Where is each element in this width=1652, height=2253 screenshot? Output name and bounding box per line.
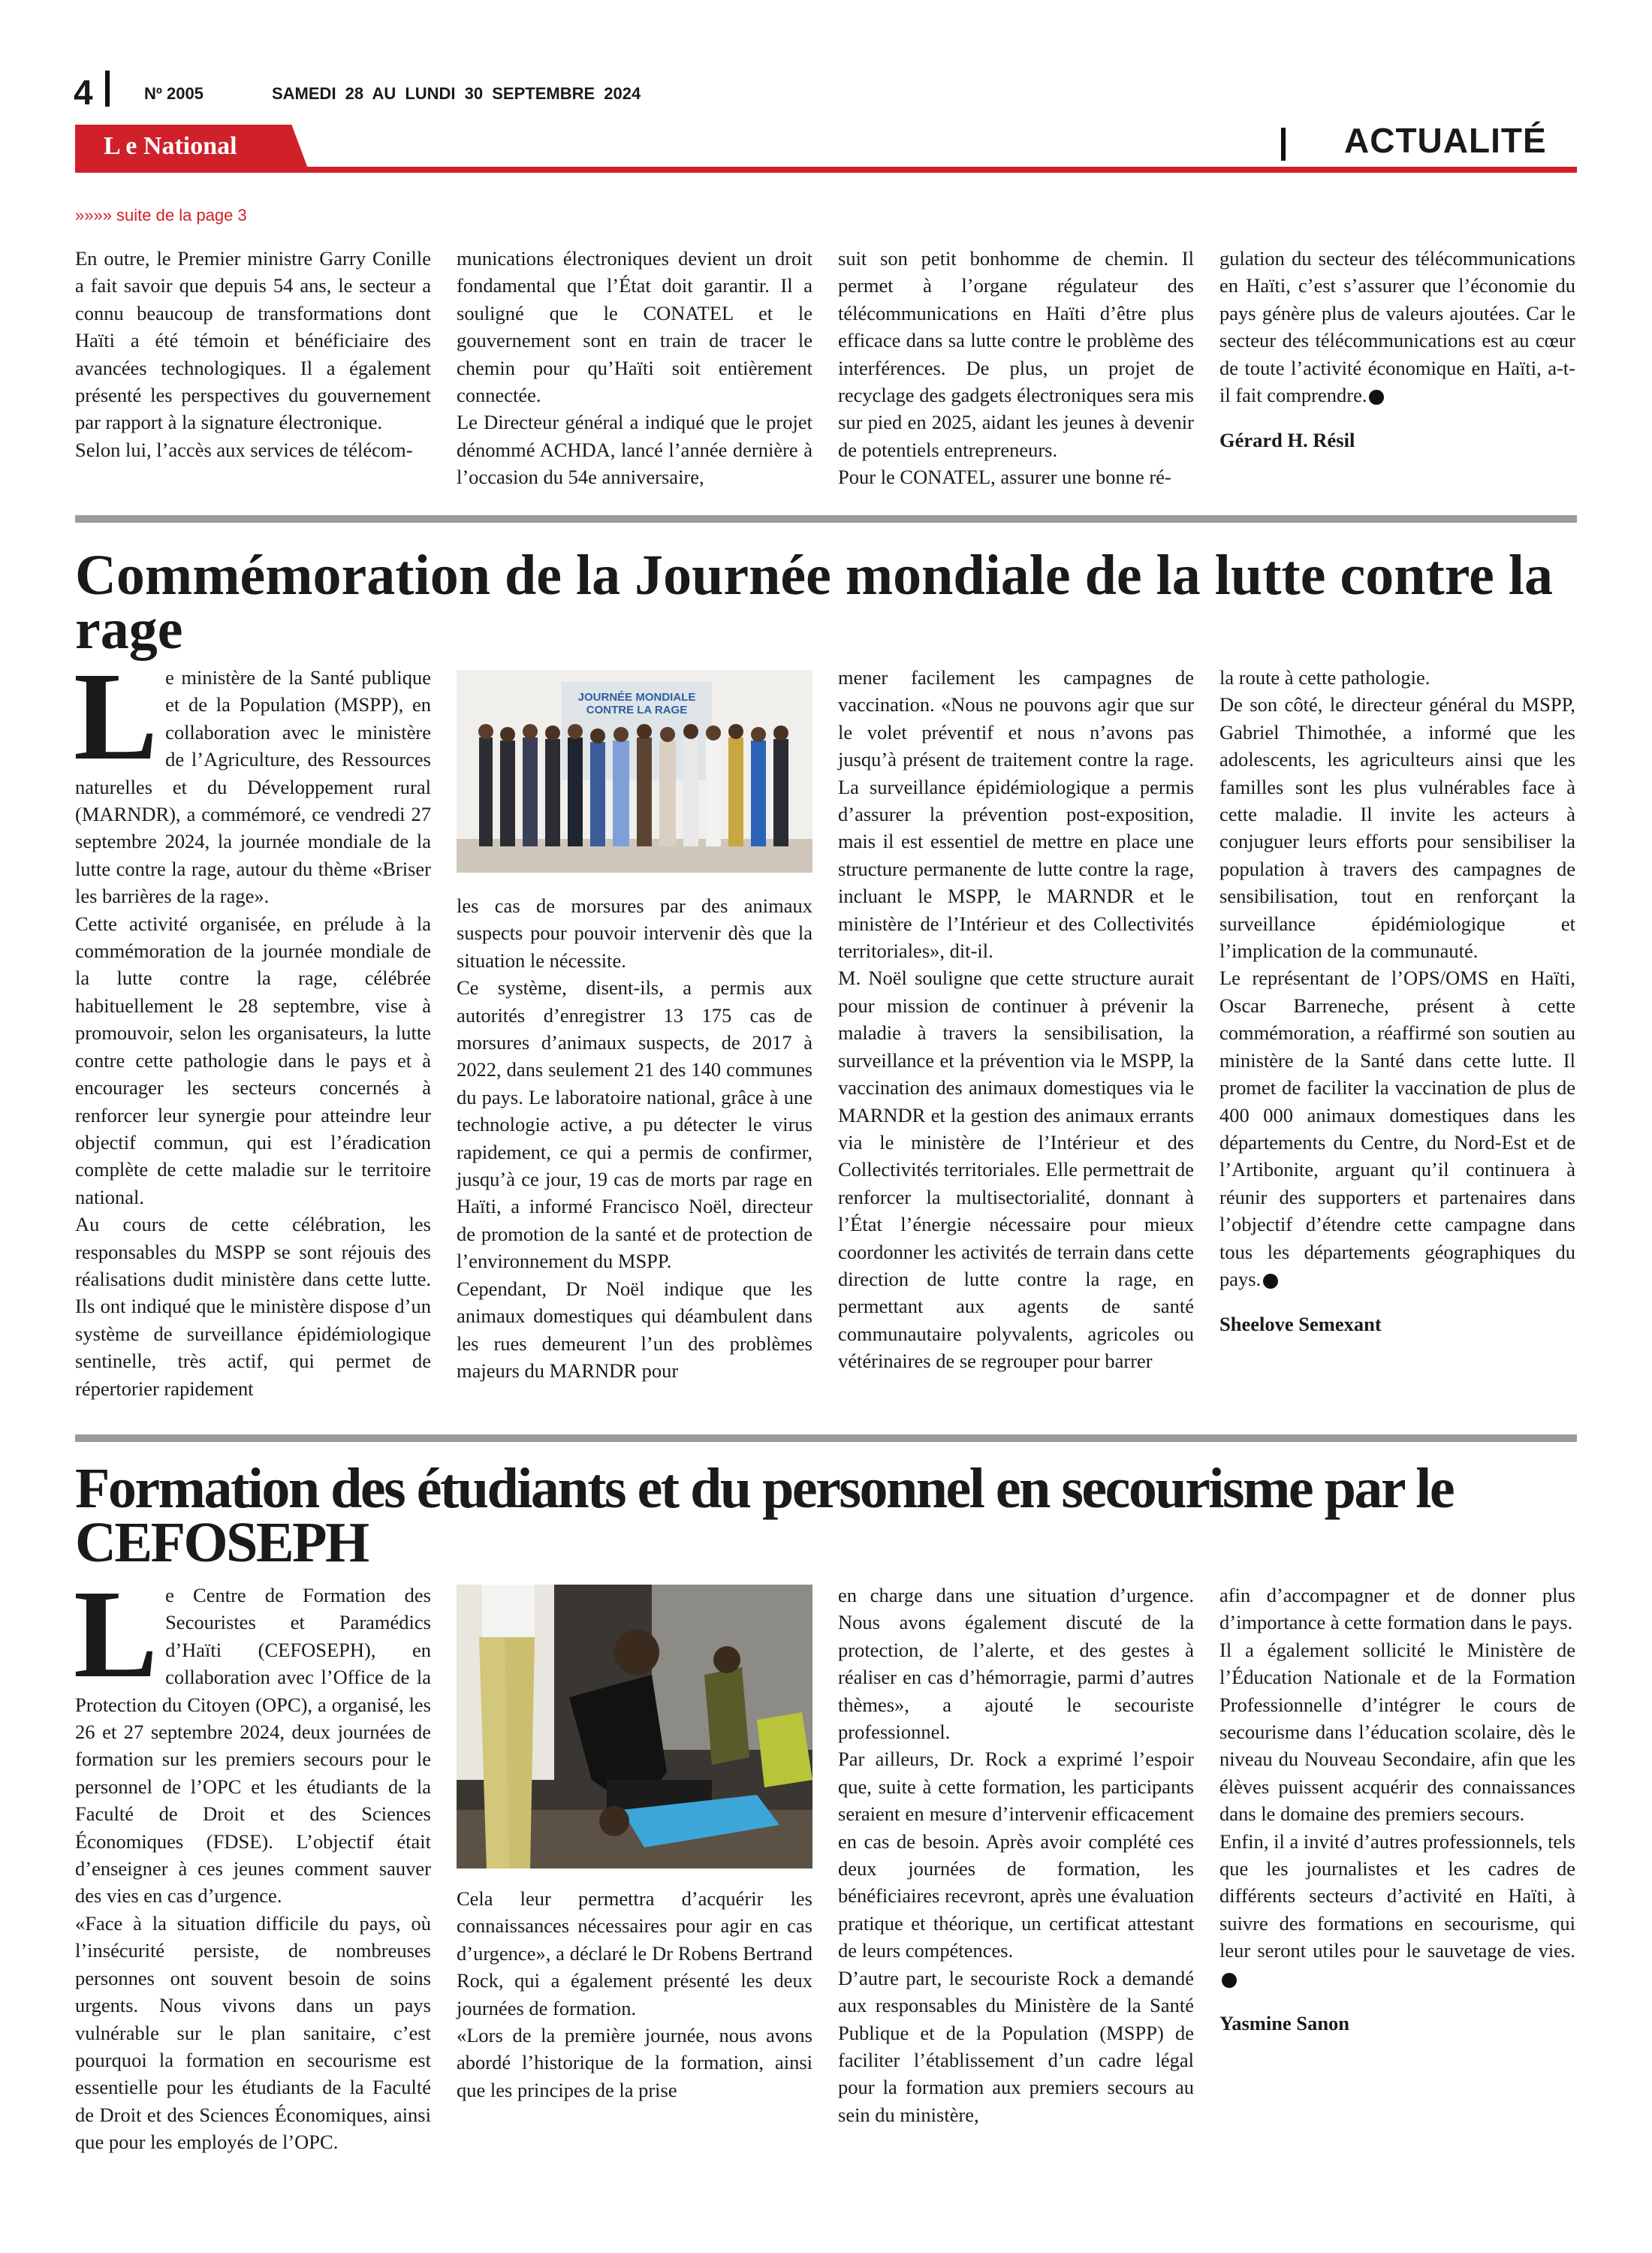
author-byline: Yasmine Sanon: [1219, 2012, 1350, 2035]
section-divider: [1281, 128, 1286, 161]
paragraph: D’autre part, le secouriste Rock a demandé aux responsables du Ministère de la Santé Publique et de la Population (MSPP) de faciliter l’établissement d’un cadre légal pour la formation aux premiers secours au sein du ministère,: [838, 1966, 1194, 2126]
paragraph: Enfin, il a invité d’autres professionnels, tels que les journalistes et les cadres de différents secteurs d’activité en Haïti, à suivre des formations en secourisme, qui leur seront utiles pour le sauvetage de vies.: [1219, 1828, 1575, 1992]
paragraph: De son côté, le directeur général du MSPP, Gabriel Thimothée, a informé que les adolescents, les agriculteurs ainsi que les familles sont les plus vulnérables face à cette maladie. Il invite les acteurs à conjuguer leurs efforts pour sensibiliser la population à travers des campagnes de sensibilisation, tout en renforçant la surveillance épidémiologique et l’implication de la communauté.: [1219, 693, 1575, 963]
photo-banner-text: JOURNÉE MONDIALE CONTRE LA RAGE: [577, 691, 696, 716]
author-byline: Sheelove Semexant: [1219, 1313, 1382, 1336]
article2-column-3: [838, 664, 1194, 1375]
issue-date: SAMEDI 28 AU LUNDI 30 SEPTEMBRE 2024: [272, 84, 641, 103]
paragraph: «Face à la situation difficile du pays, où l’insécurité persiste, de nombreuses personnes ont souvent besoin de soins urgents. Nous vivons dans un pays vulnérable sur le plan sanitaire, c’est pourquoi la formation en secourisme est essentielle pour les étudiants de la Faculté de Droit et des Sciences Économiques, ainsi que pour les employés de l’OPC.: [75, 1911, 431, 2154]
article2-column-1: [74, 647, 431, 1402]
paragraph: M. Noël souligne que cette structure aurait pour mission de continuer à prévenir la maladie à travers la sensibilisation, la surveillance et la prévention via le MSPP, la vaccination des animaux domestiques via le MARNDR et la gestion des animaux errants via le ministère de l’Intérieur et des Collectivités territoriales. Elle permettrait de renforcer la multisectorialité, donnant à l’État l’énergie nécessaire pour mieux coordonner les activités de terrain dans cette direction de lutte contre la rage, en permettant aux agents de santé communautaire polyvalents, agricoles ou vétérinaires de se regrouper pour barrer: [838, 967, 1194, 1373]
paragraph: Il a également sollicité le Ministère de l’Éducation Nationale et de la Formation Professionnelle d’intégrer le cours de secourisme dans l’éducation scolaire, dès le niveau du Nouveau Secondaire, afin que les élèves puissent acquérir des connaissances dans le domaine des premiers secours.: [1219, 1638, 1575, 1826]
paragraph: suit son petit bonhomme de chemin. Il permet à l’organe régulateur des télécommunications en Haïti d’être plus efficace dans sa lutte contre le problème des interférences. De plus, un projet de recyclage des gadgets électroniques sera mis sur pied en 2025, aidant les jeunes à devenir de potentiels entrepreneurs.: [838, 247, 1194, 461]
paragraph: gulation du secteur des télécommunications en Haïti, c’est s’assurer que l’économie du pays génère plus de valeurs ajoutées. Car le secteur des télécommunications est au cœur de toute l’activité économique en Haïti, a-t-il fait comprendre.: [1219, 247, 1575, 407]
paragraph: «Lors de la première journée, nous avons abordé l’historique de la formation, ainsi que les principes de la prise: [457, 2024, 812, 2101]
paragraph: Le ministère de la Santé publique et de la Population (MSPP), en collaboration avec le ministère de l’Agriculture, des Ressources naturelles et du Développement rural (MARNDR), a commémoré, ce vendredi 27 septembre 2024, la journée mondiale de la lutte contre la rage, autour du thème «Briser les barrières de la rage».: [74, 647, 431, 908]
brand-name: L e National: [104, 132, 237, 160]
paragraph: Au cours de cette célébration, les responsables du MSPP se sont réjouis des réalisations dudit ministère dans cette lutte. Ils ont indiqué que le ministère dispose d’un système de surveillance épidémiologique sentinelle, très actif, qui permet de répertorier rapidement: [75, 1213, 431, 1400]
paragraph: Cette activité organisée, en prélude à la commémoration de la journée mondiale de la lutte contre la rage, célébrée habituellement le 28 septembre, vise à promouvoir, selon les organisateurs, la lutte contre cette pathologie dans le pays et à encourager les secteurs concernés à renforcer leur synergie pour atteindre leur objectif commun, qui est l’éradication complète de cette maladie sur le territoire national.: [75, 912, 431, 1208]
article-separator: [75, 1434, 1577, 1442]
paragraph: Ce système, disent-ils, a permis aux autorités d’enregistrer 13 175 cas de morsures d’animaux suspects, de 2017 à 2022, dans seulement 21 des 140 communes du pays. Le laboratoire national, grâce à une technologie active, a pu détecter le virus rapidement, ce qui a permis de confirmer, jusqu’à ce jour, 19 cas de morts par rage en Haïti, a informé Francisco Noël, directeur de promotion de la santé et de protection de l’environnement du MSPP.: [457, 976, 812, 1273]
article3-column-1: [74, 1564, 431, 2156]
article2-column-4: [1219, 664, 1575, 1338]
paragraph: Le représentant de l’OPS/OMS en Haïti, Oscar Barreneche, présent à cette commémoration, a réaffirmé son soutien au ministère de la Santé dans cette lutte. Il promet de faciliter la vaccination de plus de 400 000 animaux domestiques dans les départements du Centre, du Nord-Est et de l’Artibonite, arguant qu’il continuera à réunir des supporters et partenaires dans l’objectif d’étendre cette campagne dans tous les départements géographiques du pays.: [1219, 967, 1575, 1290]
article3-photo: [457, 1585, 812, 1868]
paragraph: Le Centre de Formation des Secouristes et Paramédics d’Haïti (CEFOSEPH), en collaboration avec l’Office de la Protection du Citoyen (OPC), a organisé, les 26 et 27 septembre 2024, deux journées de formation sur les premiers secours pour le personnel de l’OPC et les étudiants de la Faculté de Droit et des Sciences Économiques (FDSE). L’objectif était d’enseigner à ces jeunes comment sauver des vies en cas d’urgence.: [74, 1564, 431, 1908]
article1-column-4: [1219, 245, 1575, 454]
paragraph: Cela leur permettra d’acquérir les connaissances nécessaires pour agir en cas d’urgence», a déclaré le Dr Robens Bertrand Rock, qui a également présenté les deux journées de formation.: [457, 1887, 812, 2019]
end-mark-icon: [1369, 390, 1384, 405]
paragraph: la route à cette pathologie.: [1219, 666, 1430, 689]
paragraph: Selon lui, l’accès aux services de télécom-: [75, 438, 413, 461]
article-separator: [75, 515, 1577, 523]
article3-headline: Formation des étudiants et du personnel en secourisme par le CEFOSEPH: [75, 1457, 1454, 1574]
first-aid-training-illustration: [457, 1585, 812, 1868]
page-number: 4: [74, 73, 94, 112]
drop-cap: L: [74, 647, 158, 786]
paragraph: munications électroniques devient un droit fondamental que l’État doit garantir. Il a souligné que le CONATEL et le gouvernement sont en train de tracer le chemin pour qu’Haïti soit entièrement connectée.: [457, 247, 812, 407]
header-red-rule: [75, 167, 1577, 173]
paragraph: afin d’accompagner et de donner plus d’importance à cette formation dans le pays.: [1219, 1584, 1575, 1634]
article2-photo: [457, 670, 812, 873]
article3-column-2: [457, 1885, 812, 2104]
paragraph: Par ailleurs, Dr. Rock a exprimé l’espoir que, suite à cette formation, les participants seraient en mesure d’intervenir efficacement en cas de besoin. Après avoir complété ces deux journées de formation, les bénéficiaires recevront, après une évaluation pratique et théorique, un certificat attestant de leurs compétences.: [838, 1748, 1194, 1962]
paragraph: Le Directeur général a indiqué que le projet dénommé ACHDA, lancé l’année dernière à l’occasion du 54e anniversaire,: [457, 411, 812, 489]
header-divider: [105, 71, 110, 107]
article3-column-4: [1219, 1582, 1575, 2037]
article1-column-2: [457, 245, 812, 491]
article2-headline: Commémoration de la Journée mondiale de la lutte contre la rage: [75, 544, 1553, 661]
paragraph: Pour le CONATEL, assurer une bonne ré-: [838, 466, 1171, 489]
drop-cap: L: [74, 1564, 158, 1704]
article2-column-2: [457, 892, 812, 1384]
continuation-note: »»»» suite de la page 3: [75, 206, 247, 225]
article1-column-3: [838, 245, 1194, 491]
paragraph: Cependant, Dr Noël indique que les animaux domestiques qui déambulent dans les rues demeurent l’un des problèmes majeurs du MARNDR pour: [457, 1277, 812, 1382]
author-byline: Gérard H. Résil: [1219, 429, 1355, 452]
issue-number: Nº 2005: [144, 84, 203, 103]
paragraph: les cas de morsures par des animaux suspects pour pouvoir intervenir dès que la situation le nécessite.: [457, 894, 812, 972]
end-mark-icon: [1263, 1274, 1278, 1289]
paragraph: mener facilement les campagnes de vaccination. «Nous ne pouvons agir que sur le volet préventif et nous n’avons pas jusqu’à présent de traitement contre la rage. La surveillance épidémiologique a permis d’assurer la prévention post-exposition, mais il est essentiel de mettre en place une structure permanente de lutte contre la rage, incluant le MSPP, le MARNDR et le ministère de l’Intérieur et des Collectivités territoriales», dit-il.: [838, 666, 1194, 963]
end-mark-icon: [1222, 1973, 1237, 1988]
article3-column-3: [838, 1582, 1194, 2128]
paragraph: en charge dans une situation d’urgence. Nous avons également discuté de la protection, de l’alerte, et des gestes à réaliser en cas d’hémorragie, parmi d’autres thèmes», a ajouté le secouriste professionnel.: [838, 1584, 1194, 1744]
article1-column-1: [75, 245, 431, 463]
section-title: ACTUALITÉ: [1344, 121, 1547, 160]
paragraph: En outre, le Premier ministre Garry Conille a fait savoir que depuis 54 ans, le secteur a connu beaucoup de transformations dont Haïti a été témoin et bénéficiaire des avancées technologiques. Il a également présenté les perspectives du gouvernement par rapport à la signature électronique.: [75, 247, 431, 434]
